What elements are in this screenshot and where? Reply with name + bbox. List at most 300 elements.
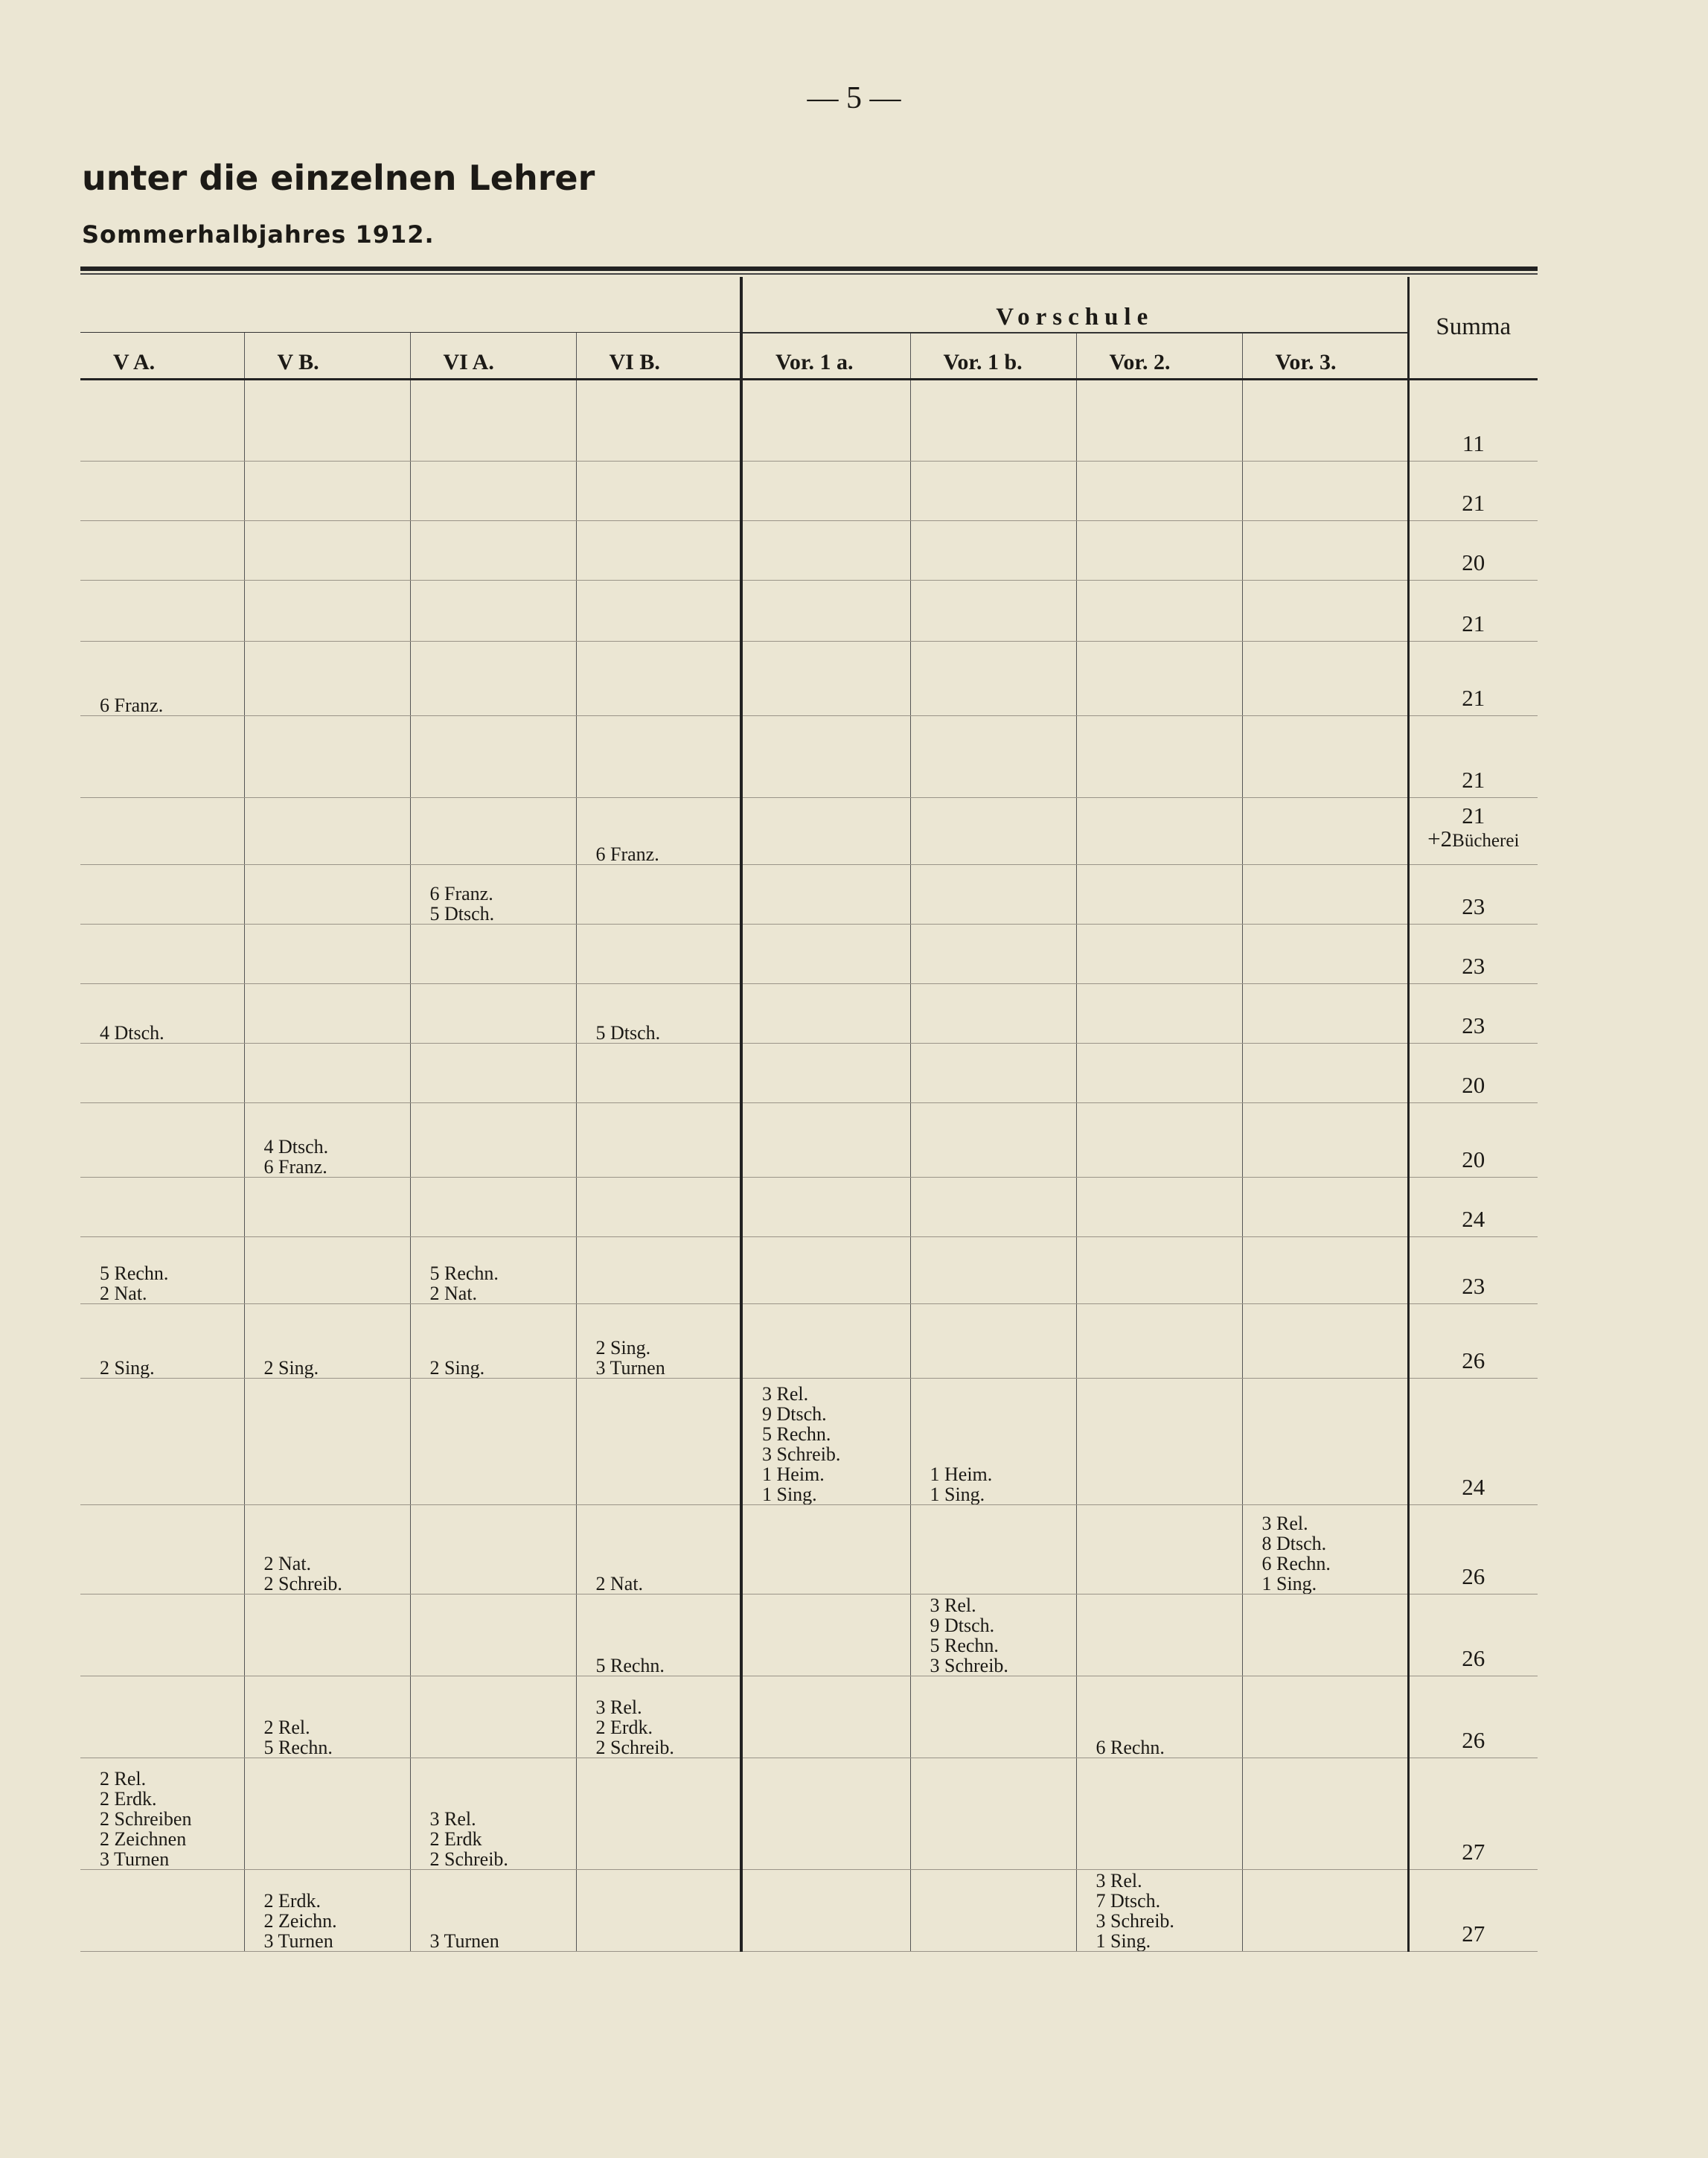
cell-line: 2 Nat. bbox=[595, 1572, 644, 1594]
cell-line: 5 Dtsch. bbox=[595, 1021, 661, 1043]
table-cell bbox=[910, 1378, 1076, 1504]
table-cell bbox=[244, 1236, 410, 1303]
cell-line: 2 Rel. bbox=[100, 1767, 147, 1790]
summa-cell bbox=[1408, 379, 1538, 461]
table-cell bbox=[741, 797, 910, 864]
top-rule bbox=[80, 266, 1538, 271]
column-header: VI B. bbox=[576, 333, 741, 380]
cell-line: 2 Nat. bbox=[429, 1282, 478, 1303]
cell-line: 6 Franz. bbox=[100, 694, 164, 715]
table-cell bbox=[576, 983, 741, 1043]
table-cell bbox=[1076, 715, 1242, 797]
cell-line: 2 Sing. bbox=[263, 1356, 319, 1378]
table-cell bbox=[1242, 1594, 1408, 1676]
table-cell bbox=[244, 1594, 410, 1676]
table-cell bbox=[910, 797, 1076, 864]
table-cell bbox=[1076, 1758, 1242, 1869]
table-cell bbox=[1242, 461, 1408, 520]
table-cell bbox=[1242, 715, 1408, 797]
table-cell bbox=[410, 641, 576, 715]
table-cell bbox=[910, 1303, 1076, 1378]
column-header: Vor. 1 b. bbox=[910, 333, 1076, 380]
table-cell bbox=[1242, 1043, 1408, 1102]
summa-extra-number: +2 bbox=[1427, 825, 1453, 852]
summa-cell bbox=[1408, 461, 1538, 520]
summa-value: 26 bbox=[1462, 1644, 1485, 1671]
summa-value: 21 bbox=[1462, 684, 1485, 711]
column-header: V A. bbox=[80, 333, 244, 380]
cell-line: 3 Schreib. bbox=[1096, 1909, 1174, 1932]
summa-cell bbox=[1408, 797, 1538, 864]
table-cell bbox=[910, 1236, 1076, 1303]
table-cell bbox=[244, 379, 410, 461]
cell-line: 2 Sing. bbox=[100, 1356, 155, 1378]
header-row-columns bbox=[80, 333, 1538, 380]
table-cell bbox=[741, 1236, 910, 1303]
table-cell bbox=[410, 461, 576, 520]
table-cell bbox=[576, 797, 741, 864]
table-cell bbox=[741, 1303, 910, 1378]
table-cell bbox=[741, 715, 910, 797]
cell-line: 6 Franz. bbox=[263, 1155, 327, 1177]
cell-line: 3 Rel. bbox=[429, 1807, 476, 1830]
table-cell bbox=[244, 1676, 410, 1758]
summa-value: 27 bbox=[1462, 1920, 1485, 1947]
header-vorschule: Vorschule bbox=[741, 277, 1408, 333]
table-cell bbox=[741, 1043, 910, 1102]
table-cell bbox=[244, 715, 410, 797]
table-cell bbox=[1076, 641, 1242, 715]
table-cell bbox=[80, 983, 244, 1043]
summa-value: 23 bbox=[1462, 1012, 1485, 1038]
table-cell bbox=[576, 520, 741, 580]
cell-line: 2 Erdk. bbox=[263, 1889, 322, 1912]
table-cell bbox=[1076, 1504, 1242, 1594]
table-cell bbox=[910, 461, 1076, 520]
table-cell bbox=[910, 715, 1076, 797]
cell-line: 5 Rechn. bbox=[930, 1634, 999, 1656]
column-header: Vor. 1 a. bbox=[741, 333, 910, 380]
summa-cell bbox=[1408, 1869, 1538, 1951]
table-cell bbox=[741, 520, 910, 580]
summa-cell bbox=[1408, 715, 1538, 797]
summa-cell bbox=[1408, 1378, 1538, 1504]
table-cell bbox=[80, 379, 244, 461]
table-cell bbox=[576, 1177, 741, 1236]
cell-line: 3 Schreib. bbox=[930, 1654, 1008, 1676]
top-rule-thin bbox=[80, 273, 1538, 275]
table-cell bbox=[1242, 580, 1408, 641]
table-cell bbox=[1076, 580, 1242, 641]
cell-line: 6 Franz. bbox=[595, 843, 659, 864]
cell-line: 6 Franz. bbox=[429, 882, 493, 904]
summa-value: 21 bbox=[1462, 802, 1485, 829]
table-row bbox=[80, 641, 1538, 715]
summa-value: 23 bbox=[1462, 952, 1485, 979]
column-header: Vor. 2. bbox=[1076, 333, 1242, 380]
page-title: unter die einzelnen Lehrer bbox=[82, 158, 595, 198]
table-cell bbox=[741, 1177, 910, 1236]
cell-line: 4 Dtsch. bbox=[100, 1021, 164, 1043]
table-cell bbox=[741, 1102, 910, 1177]
summa-value: 24 bbox=[1462, 1473, 1485, 1500]
cell-line: 1 Sing. bbox=[1261, 1572, 1317, 1594]
table-cell bbox=[576, 1303, 741, 1378]
table-cell bbox=[1076, 1594, 1242, 1676]
table-cell bbox=[741, 461, 910, 520]
summa-value: 21 bbox=[1462, 610, 1485, 636]
cell-line: 6 Rechn. bbox=[1261, 1552, 1331, 1574]
table-cell bbox=[244, 520, 410, 580]
table-cell bbox=[910, 1504, 1076, 1594]
table-cell bbox=[244, 461, 410, 520]
table-cell bbox=[741, 1869, 910, 1951]
summa-value: 23 bbox=[1462, 893, 1485, 919]
cell-line: 2 Zeichnen bbox=[100, 1827, 187, 1850]
table-cell bbox=[410, 379, 576, 461]
summa-value: 23 bbox=[1462, 1272, 1485, 1299]
cell-line: 2 Rel. bbox=[263, 1716, 310, 1738]
table-row bbox=[80, 1102, 1538, 1177]
table-cell bbox=[410, 1378, 576, 1504]
summa-cell bbox=[1408, 1303, 1538, 1378]
table-cell bbox=[1242, 641, 1408, 715]
table-cell bbox=[576, 1236, 741, 1303]
summa-extra-word: Bücherei bbox=[1452, 830, 1520, 851]
table-cell bbox=[80, 1043, 244, 1102]
table-row bbox=[80, 1043, 1538, 1102]
table-cell bbox=[1076, 983, 1242, 1043]
cell-line: 5 Rechn. bbox=[762, 1423, 831, 1445]
table-cell bbox=[244, 1378, 410, 1504]
table-cell bbox=[410, 864, 576, 924]
table-cell bbox=[410, 797, 576, 864]
table-cell bbox=[244, 797, 410, 864]
table-cell bbox=[244, 864, 410, 924]
table-cell bbox=[80, 1102, 244, 1177]
table-cell bbox=[910, 864, 1076, 924]
table-cell bbox=[1242, 1869, 1408, 1951]
table-body bbox=[80, 379, 1538, 1951]
table-cell bbox=[410, 715, 576, 797]
table-cell bbox=[80, 1758, 244, 1869]
summa-cell bbox=[1408, 1676, 1538, 1758]
table-row bbox=[80, 379, 1538, 461]
table-cell bbox=[410, 1504, 576, 1594]
table-cell bbox=[410, 1869, 576, 1951]
table-cell bbox=[910, 1043, 1076, 1102]
table-cell bbox=[80, 1594, 244, 1676]
table-cell bbox=[1242, 1102, 1408, 1177]
table-row bbox=[80, 1869, 1538, 1951]
cell-line: 9 Dtsch. bbox=[930, 1614, 995, 1636]
table-cell bbox=[741, 1594, 910, 1676]
table-cell bbox=[244, 983, 410, 1043]
table-cell bbox=[741, 641, 910, 715]
summa-cell bbox=[1408, 520, 1538, 580]
summa-value: 26 bbox=[1462, 1726, 1485, 1753]
table-cell bbox=[80, 864, 244, 924]
cell-line: 1 Heim. bbox=[930, 1463, 993, 1485]
cell-line: 3 Rel. bbox=[595, 1696, 642, 1718]
table-cell bbox=[1076, 1378, 1242, 1504]
cell-line: 2 Schreiben bbox=[100, 1807, 192, 1830]
header-row-group bbox=[80, 277, 1538, 333]
table-cell bbox=[1076, 797, 1242, 864]
table-cell bbox=[576, 641, 741, 715]
table-cell bbox=[244, 1504, 410, 1594]
table-row bbox=[80, 715, 1538, 797]
table-cell bbox=[1076, 461, 1242, 520]
table-cell bbox=[1076, 1676, 1242, 1758]
cell-line: 2 Sing. bbox=[429, 1356, 485, 1378]
table-cell bbox=[1242, 1177, 1408, 1236]
summa-cell bbox=[1408, 1177, 1538, 1236]
table-cell bbox=[1242, 1236, 1408, 1303]
table-cell bbox=[410, 580, 576, 641]
table-row bbox=[80, 1303, 1538, 1378]
table-cell bbox=[1076, 1236, 1242, 1303]
summa-value: 20 bbox=[1462, 1146, 1485, 1172]
summa-value: 21 bbox=[1462, 766, 1485, 793]
column-header: V B. bbox=[244, 333, 410, 380]
table-cell bbox=[1242, 797, 1408, 864]
table-cell bbox=[910, 379, 1076, 461]
summa-cell bbox=[1408, 1043, 1538, 1102]
table-cell bbox=[410, 1303, 576, 1378]
header-summa: Summa bbox=[1408, 277, 1538, 379]
table-cell bbox=[910, 1177, 1076, 1236]
table-cell bbox=[1242, 1303, 1408, 1378]
table-row bbox=[80, 1758, 1538, 1869]
table-cell bbox=[410, 520, 576, 580]
cell-line: 3 Turnen bbox=[595, 1356, 665, 1378]
table-cell bbox=[80, 1177, 244, 1236]
cell-line: 1 Heim. bbox=[762, 1463, 825, 1485]
table-cell bbox=[910, 641, 1076, 715]
table-cell bbox=[741, 379, 910, 461]
table-cell bbox=[741, 1504, 910, 1594]
table-row bbox=[80, 1676, 1538, 1758]
table-row bbox=[80, 461, 1538, 520]
summa-value: 20 bbox=[1462, 549, 1485, 575]
summa-value: 21 bbox=[1462, 489, 1485, 516]
table-cell bbox=[80, 797, 244, 864]
table-row bbox=[80, 580, 1538, 641]
table-cell bbox=[741, 924, 910, 983]
cell-line: 1 Sing. bbox=[1096, 1929, 1151, 1951]
cell-line: 2 Nat. bbox=[263, 1552, 312, 1574]
table-cell bbox=[1242, 379, 1408, 461]
table-row bbox=[80, 520, 1538, 580]
table-cell bbox=[80, 580, 244, 641]
table-cell bbox=[80, 520, 244, 580]
table-cell bbox=[80, 1236, 244, 1303]
cell-line: 5 Dtsch. bbox=[429, 902, 495, 924]
table-cell bbox=[576, 1102, 741, 1177]
table-cell bbox=[410, 1594, 576, 1676]
table-cell bbox=[910, 580, 1076, 641]
table-row bbox=[80, 1378, 1538, 1504]
table-cell bbox=[910, 520, 1076, 580]
page-number: — 5 — bbox=[807, 81, 901, 115]
table-cell bbox=[741, 1758, 910, 1869]
table-cell bbox=[1242, 1758, 1408, 1869]
table-cell bbox=[576, 864, 741, 924]
table-cell bbox=[741, 580, 910, 641]
table-cell bbox=[1242, 1676, 1408, 1758]
summa-cell bbox=[1408, 1504, 1538, 1594]
cell-line: 2 Erdk. bbox=[595, 1716, 653, 1738]
cell-line: 3 Turnen bbox=[263, 1929, 333, 1951]
cell-line: 9 Dtsch. bbox=[762, 1402, 827, 1425]
column-header: VI A. bbox=[410, 333, 576, 380]
table-cell bbox=[410, 983, 576, 1043]
table-cell bbox=[1076, 1043, 1242, 1102]
table-row bbox=[80, 1177, 1538, 1236]
table-cell bbox=[410, 1676, 576, 1758]
cell-line: 2 Nat. bbox=[100, 1282, 147, 1303]
table-cell bbox=[244, 1102, 410, 1177]
table-cell bbox=[244, 1043, 410, 1102]
table-cell bbox=[80, 1378, 244, 1504]
cell-line: 2 Schreib. bbox=[263, 1572, 342, 1594]
table-cell bbox=[910, 983, 1076, 1043]
summa-cell bbox=[1408, 641, 1538, 715]
table-cell bbox=[244, 1869, 410, 1951]
table-cell bbox=[410, 1177, 576, 1236]
table-cell bbox=[576, 461, 741, 520]
summa-value: 11 bbox=[1462, 430, 1485, 456]
table-cell bbox=[576, 379, 741, 461]
table-cell bbox=[80, 1504, 244, 1594]
table-cell bbox=[80, 461, 244, 520]
table-row bbox=[80, 797, 1538, 864]
cell-line: 3 Rel. bbox=[1096, 1869, 1142, 1892]
table-cell bbox=[1242, 520, 1408, 580]
cell-line: 2 Sing. bbox=[595, 1336, 651, 1359]
table-cell bbox=[1076, 1869, 1242, 1951]
table-cell bbox=[576, 1869, 741, 1951]
table-cell bbox=[576, 715, 741, 797]
table-cell bbox=[910, 924, 1076, 983]
summa-cell bbox=[1408, 1594, 1538, 1676]
summa-value: 24 bbox=[1462, 1205, 1485, 1232]
cell-line: 2 Erdk bbox=[429, 1827, 482, 1850]
table-cell bbox=[244, 1177, 410, 1236]
cell-line: 1 Sing. bbox=[930, 1483, 985, 1504]
cell-line: 4 Dtsch. bbox=[263, 1135, 329, 1158]
table-cell bbox=[1242, 1504, 1408, 1594]
summa-cell bbox=[1408, 580, 1538, 641]
table-row bbox=[80, 924, 1538, 983]
table-row bbox=[80, 983, 1538, 1043]
table-cell bbox=[576, 1043, 741, 1102]
table-cell bbox=[410, 1102, 576, 1177]
table-cell bbox=[410, 1236, 576, 1303]
table-cell bbox=[1076, 924, 1242, 983]
cell-line: 2 Schreib. bbox=[429, 1848, 508, 1869]
header-blank bbox=[80, 277, 741, 333]
cell-line: 3 Turnen bbox=[429, 1929, 499, 1951]
table-cell bbox=[244, 1758, 410, 1869]
summa-cell bbox=[1408, 924, 1538, 983]
cell-line: 2 Zeichn. bbox=[263, 1909, 337, 1932]
table-cell bbox=[1242, 983, 1408, 1043]
cell-line: 6 Rechn. bbox=[1096, 1736, 1165, 1758]
cell-line: 5 Rechn. bbox=[263, 1736, 333, 1758]
table-cell bbox=[1076, 379, 1242, 461]
table-cell bbox=[741, 864, 910, 924]
cell-line: 5 Rechn. bbox=[595, 1654, 665, 1676]
table-cell bbox=[1076, 864, 1242, 924]
table-cell bbox=[1076, 520, 1242, 580]
summa-cell bbox=[1408, 1758, 1538, 1869]
table-cell bbox=[576, 1758, 741, 1869]
table-cell bbox=[1242, 864, 1408, 924]
summa-value: 26 bbox=[1462, 1562, 1485, 1589]
cell-line: 5 Rechn. bbox=[100, 1262, 169, 1284]
table-cell bbox=[576, 924, 741, 983]
page-subtitle: Sommerhalbjahres 1912. bbox=[82, 220, 435, 249]
table-cell bbox=[1076, 1102, 1242, 1177]
table-cell bbox=[1076, 1177, 1242, 1236]
cell-line: 1 Sing. bbox=[762, 1483, 817, 1504]
table-cell bbox=[410, 1043, 576, 1102]
table-cell bbox=[80, 1869, 244, 1951]
summa-value: 27 bbox=[1462, 1838, 1485, 1865]
summa-value: 26 bbox=[1462, 1347, 1485, 1373]
table-row bbox=[80, 864, 1538, 924]
table-cell bbox=[410, 924, 576, 983]
table-cell bbox=[1076, 1303, 1242, 1378]
table-cell bbox=[576, 580, 741, 641]
summa-value: 20 bbox=[1462, 1071, 1485, 1098]
summa-extra bbox=[1410, 825, 1538, 852]
table-cell bbox=[741, 1676, 910, 1758]
cell-line: 3 Turnen bbox=[100, 1848, 170, 1869]
table-cell bbox=[910, 1758, 1076, 1869]
summa-cell bbox=[1408, 864, 1538, 924]
schedule-table bbox=[80, 277, 1538, 1952]
table-cell bbox=[576, 1504, 741, 1594]
summa-cell bbox=[1408, 983, 1538, 1043]
cell-line: 3 Rel. bbox=[930, 1594, 976, 1616]
table-cell bbox=[576, 1378, 741, 1504]
cell-line: 7 Dtsch. bbox=[1096, 1889, 1161, 1912]
table-cell bbox=[244, 641, 410, 715]
cell-line: 2 Erdk. bbox=[100, 1787, 157, 1810]
cell-line: 5 Rechn. bbox=[429, 1262, 499, 1284]
cell-line: 3 Rel. bbox=[1261, 1512, 1308, 1534]
table-cell bbox=[244, 1303, 410, 1378]
summa-cell bbox=[1408, 1102, 1538, 1177]
table-row bbox=[80, 1504, 1538, 1594]
table-cell bbox=[410, 1758, 576, 1869]
table-cell bbox=[1242, 1378, 1408, 1504]
table-row bbox=[80, 1236, 1538, 1303]
cell-line: 2 Schreib. bbox=[595, 1736, 674, 1758]
table-cell bbox=[910, 1676, 1076, 1758]
cell-line: 8 Dtsch. bbox=[1261, 1532, 1327, 1554]
table-cell bbox=[1242, 924, 1408, 983]
table-row bbox=[80, 1594, 1538, 1676]
table-cell bbox=[576, 1676, 741, 1758]
table-cell bbox=[741, 983, 910, 1043]
table-cell bbox=[80, 924, 244, 983]
table-cell bbox=[80, 641, 244, 715]
table-cell bbox=[576, 1594, 741, 1676]
